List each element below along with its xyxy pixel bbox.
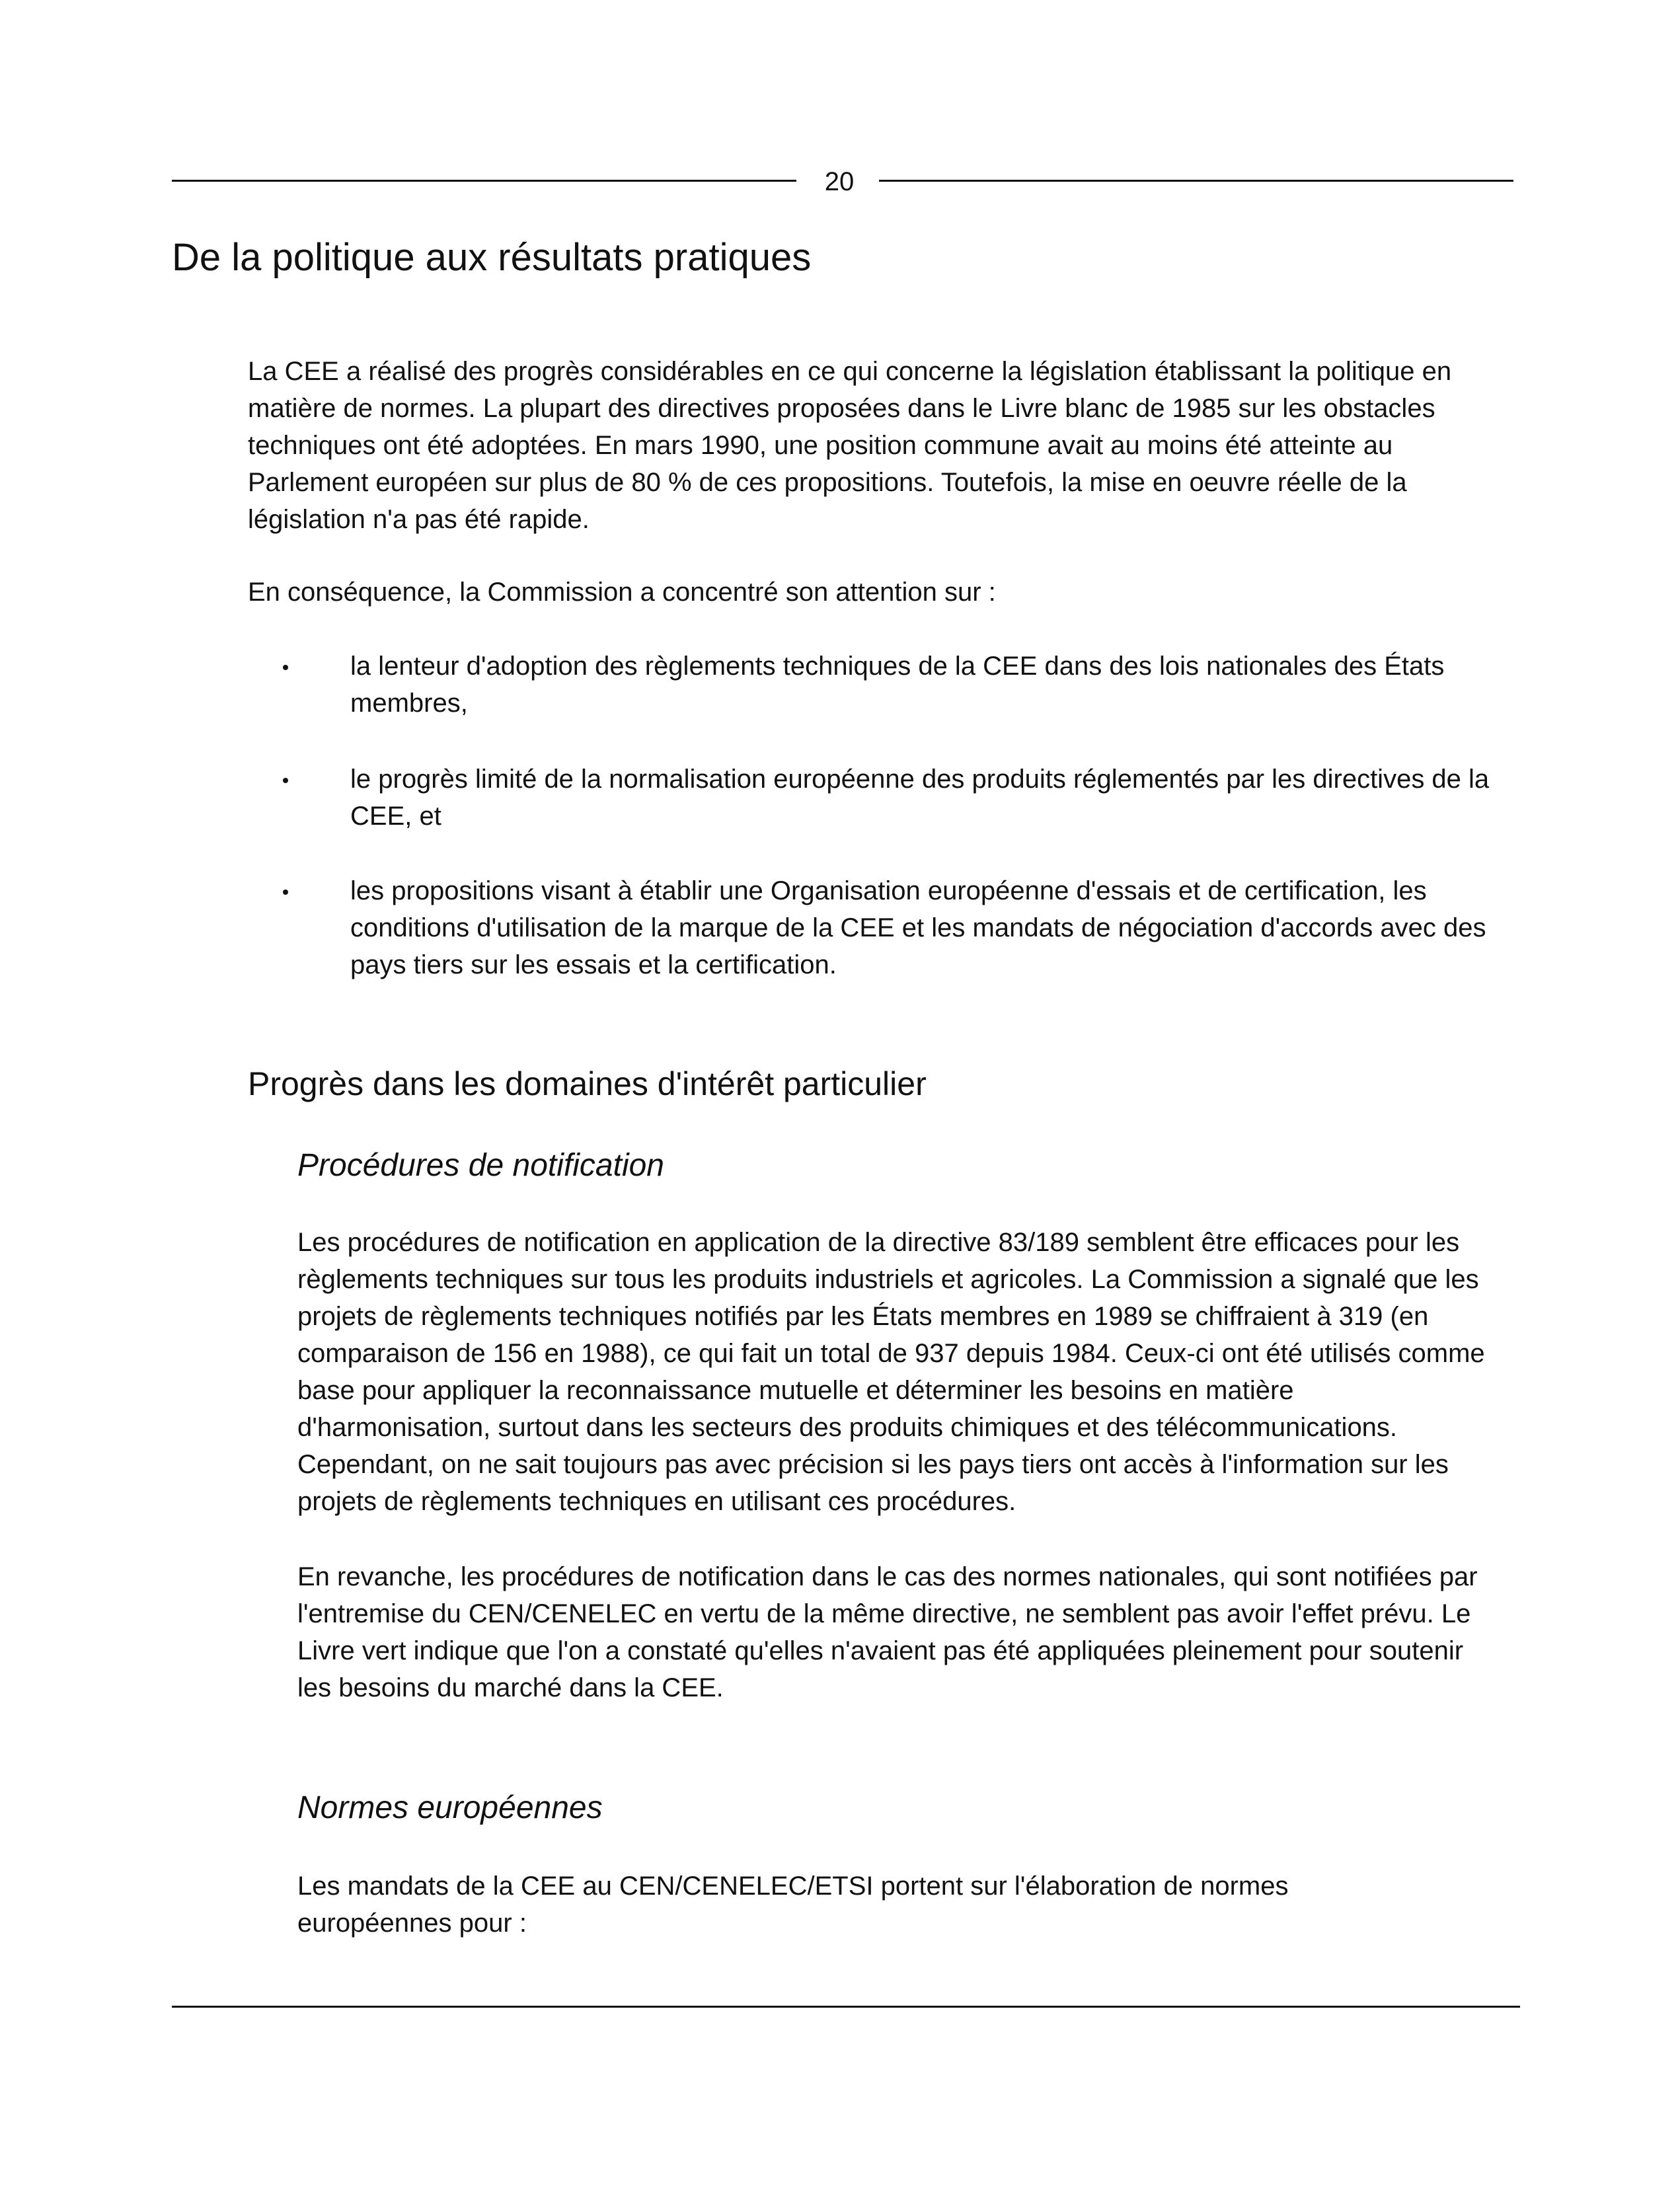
subheading-european-standards: Normes européennes (297, 1790, 603, 1825)
subheading-notification: Procédures de notification (297, 1148, 664, 1183)
bullet-item (291, 648, 1494, 722)
header-rule-right (879, 180, 1513, 182)
notification-paragraph-1: Les procédures de notification en application de la directive 83/189 semblent être efficaces pour les règlements techniques sur tous les produits industriels et agricoles. La Commission a signalé que les projets de règlements techniques notifiés par les États membres en 1989 se chiffraient à 319 (en comparaison de 156 en 1988), ce qui fait un total de 937 depuis 1984. Ceux-ci ont été utilisés comme base pour appliquer la reconnaissance mutuelle et déterminer les besoins en matière d'harmonisation, surtout dans les secteurs des produits chimiques et des télécommunications. Cependant, on ne sait toujours pas avec précision si les pays tiers ont accès à l'information sur les projets de règlements techniques en utilisant ces procédures. (297, 1228, 1485, 1516)
bullet-text: la lenteur d'adoption des règlements techniques de la CEE dans des lois nationales des États membres, (350, 652, 1445, 718)
notification-paragraph-2: En revanche, les procédures de notification dans le cas des normes nationales, qui sont notifiées par l'entremise du CEN/CENELEC en vertu de la même directive, ne semblent pas avoir l'effet prévu. Le Livre vert indique que l'on a constaté qu'elles n'avaient pas été appliquées pleinement pour soutenir les besoins du marché dans la CEE. (297, 1562, 1478, 1702)
bullet-dot (283, 890, 288, 895)
bullet-text: les propositions visant à établir une Organisation européenne d'essais et de certification, les conditions d'utilisation de la marque de la CEE et les mandats de négociation d'accords avec des pays tiers sur les essais et la certification. (350, 876, 1486, 979)
header-rule-left (172, 180, 796, 182)
bullet-dot (283, 665, 288, 670)
page-number: 20 (824, 167, 855, 196)
page-title: De la politique aux résultats pratiques (172, 236, 812, 279)
bullet-text: le progrès limité de la normalisation européenne des produits réglementés par les directives de la CEE, et (350, 765, 1490, 831)
bullet-item (291, 872, 1494, 983)
footer-rule (172, 2006, 1520, 2008)
bullet-dot (283, 778, 288, 783)
section-heading: Progrès dans les domaines d'intérêt particulier (248, 1065, 927, 1102)
intro-paragraph-1: La CEE a réalisé des progrès considérables en ce qui concerne la législation établissant la politique en matière de normes. La plupart des directives proposées dans le Livre blanc de 1985 sur les obstacles techniques ont été adoptées. En mars 1990, une position commune avait au moins été atteinte au Parlement européen sur plus de 80 % de ces propositions. Toutefois, la mise en oeuvre réelle de la législation n'a pas été rapide. (248, 357, 1452, 534)
intro-paragraph-2: En conséquence, la Commission a concentré son attention sur : (248, 578, 996, 607)
bullet-item (291, 761, 1494, 835)
european-standards-paragraph-1: Les mandats de la CEE au CEN/CENELEC/ETSI portent sur l'élaboration de normes européennes pour : (297, 1872, 1289, 1938)
